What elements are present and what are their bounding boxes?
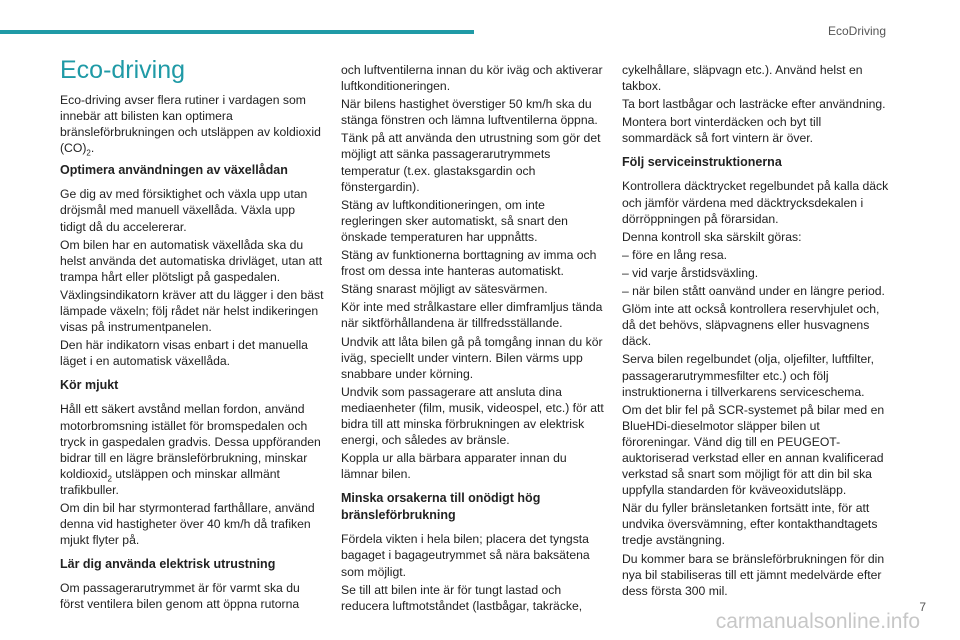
- paragraph: Stäng av luftkonditioneringen, om inte regleringen sker automatiskt, så snart den önskade temperaturen har uppnåtts.: [341, 197, 568, 244]
- paragraph: Om din bil har styrmonterad farthållare, använd denna vid hastigheter över 40 km/h då trafiken mjukt flyter på.: [60, 500, 315, 548]
- paragraph: Kontrollera däcktrycket regelbundet på kalla däck och jämför värdena med däcktrycksdekalen i dörröppningen på förarsidan.: [622, 179, 889, 226]
- paragraph: Serva bilen regelbundet (olja, oljefilter, luftfilter, passagerarutrymmesfilter etc.) och följ instruktionerna i tillverkarens serviceschema.: [622, 352, 875, 399]
- paragraph: Om det blir fel på SCR-systemet på bilar med en BlueHDi-dieselmotor släpper bilen ut föroreningar. Vänd dig till en PEUGEOT-auktoriserad verkstad eller en annan kvalificerad verkstad så snart som möjligt för att din bil ska uppfylla standarden för kväveoxidutsläpp.: [622, 402, 885, 498]
- paragraph: cykelhållare, släpvagn etc.). Använd helst en takbox.: [622, 63, 863, 94]
- paragraph: Håll ett säkert avstånd mellan fordon, använd motorbromsning istället för bromspedalen och tryck in gaspedalen gradvis. Dessa uppföranden bidrar till en lägre bränsleförbrukning, minskar koldioxid$_2$ utsläppen och minskar allmänt trafikbuller.: [60, 402, 321, 497]
- watermark: carmanualsonline.info: [715, 610, 920, 633]
- intro-paragraph: Eco-driving avser flera rutiner i vardagen som innebär att bilisten kan optimera bränsleförbrukningen och utsläppen av koldioxid $(CO)_2$.: [60, 93, 321, 158]
- page-number: 7: [919, 600, 926, 614]
- page-title: Eco-driving: [60, 56, 186, 84]
- list-item: – vid varje årstidsväxling.: [622, 265, 759, 280]
- paragraph: Glöm inte att också kontrollera reservhjulet och, då det behövs, släpvagnens eller husvagnens däck.: [622, 302, 880, 349]
- header-accent-bar: [0, 30, 474, 34]
- column-2: [341, 62, 605, 616]
- paragraph: Du kommer bara se bränsleförbrukningen för din nya bil stabiliseras till ett jämnt medelvärde efter dess första 300 mil.: [622, 551, 885, 598]
- section-heading: Följ serviceinstruktionerna: [622, 155, 782, 170]
- paragraph: och luftventilerna innan du kör iväg och aktiverar luftkonditioneringen.: [341, 63, 603, 94]
- list-item: – när bilen stått oanvänd under en längre period.: [622, 284, 885, 299]
- paragraph: Se till att bilen inte är för tungt lastad och reducera luftmotståndet (lastbågar, takräcke,: [341, 582, 583, 613]
- section-heading: Lär dig använda elektrisk utrustning: [60, 557, 276, 572]
- paragraph: Koppla ur alla bärbara apparater innan du lämnar bilen.: [341, 451, 567, 482]
- paragraph: När bilens hastighet överstiger 50 km/h ska du stänga fönstren och lämna luftventilerna öppna.: [341, 97, 598, 128]
- paragraph: Växlingsindikatorn kräver att du lägger i den bäst lämpade växeln; följ rådet när helst indikeringen visas på instrumentpanelen.: [60, 287, 324, 335]
- paragraph: Fördela vikten i hela bilen; placera det tyngsta bagaget i bagageutrymmet så nära baksätena som möjligt.: [341, 532, 590, 579]
- paragraph: Ta bort lastbågar och lasträcke efter användning.: [622, 97, 886, 112]
- paragraph: När du fyller bränsletanken fortsätt inte, för att undvika översvämning, efter kontakthandtagets tredje avstängning.: [622, 501, 878, 548]
- paragraph: Stäng av funktionerna borttagning av imma och frost om dessa inte hanteras automatiskt.: [341, 248, 597, 279]
- paragraph: Undvik att låta bilen gå på tomgång innan du kör iväg, speciellt under vintern. Bilen värms upp snabbare under körning.: [341, 334, 603, 381]
- paragraph: Kör inte med strålkastare eller dimframljus tända när siktförhållandena är tillfredsställande.: [341, 300, 603, 331]
- paragraph: Denna kontroll ska särskilt göras:: [622, 229, 802, 244]
- column-1: [60, 56, 324, 614]
- section-title: EcoDriving: [827, 24, 886, 38]
- paragraph: Tänk på att använda den utrustning som gör det möjligt att sänka passagerarutrymmets temperatur (t.ex. glastaksgardin och fönstergardin).: [341, 131, 601, 194]
- list-item: – före en lång resa.: [622, 247, 728, 262]
- section-heading: Minska orsakerna till onödigt hög bränsleförbrukning: [341, 491, 541, 523]
- column-3: [622, 62, 890, 601]
- paragraph: Om passagerarutrymmet är för varmt ska du först ventilera bilen genom att öppna rutorna: [60, 581, 300, 612]
- section-heading: Optimera användningen av växellådan: [60, 163, 288, 178]
- paragraph: Ge dig av med försiktighet och växla upp utan dröjsmål med manuell växellåda. Växla upp tidigt då du accelererar.: [60, 187, 308, 234]
- section-heading: Kör mjukt: [60, 378, 119, 393]
- paragraph: Om bilen har en automatisk växellåda ska du helst använda det automatiska drivläget, utan att trampa hårt eller plötsligt på gaspedalen.: [60, 237, 323, 284]
- paragraph: Undvik som passagerare att ansluta dina mediaenheter (film, musik, videospel, etc.) för att bidra till att minska förbrukningen av elektrisk energi, och således av bränsle.: [341, 384, 604, 448]
- paragraph: Montera bort vinterdäcken och byt till sommardäck så fort vintern är över.: [622, 115, 822, 146]
- paragraph: Stäng snarast möjligt av sätesvärmen.: [341, 282, 548, 297]
- paragraph: Den här indikatorn visas enbart i det manuella läget i en automatisk växellåda.: [60, 338, 308, 369]
